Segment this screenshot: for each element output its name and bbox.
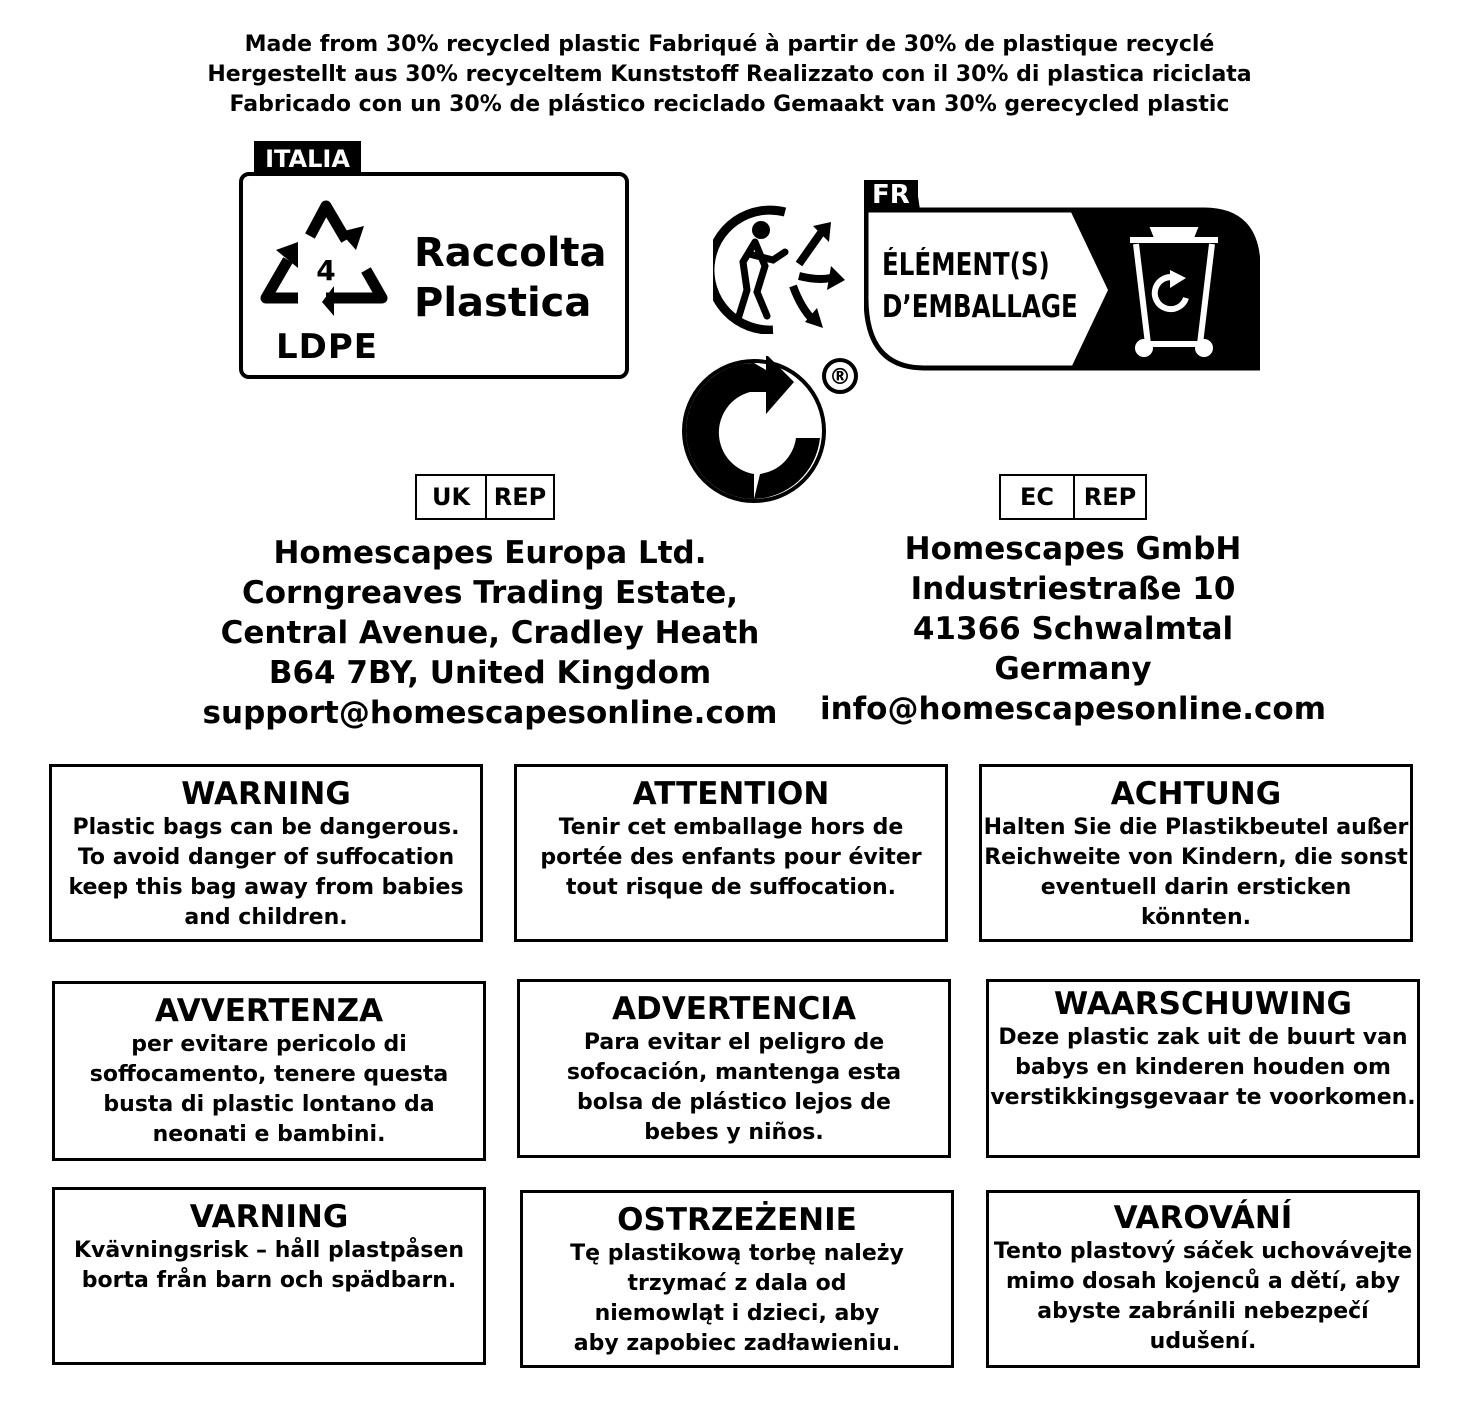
resin-code: 4 [316, 254, 336, 287]
warning-title: ACHTUNG [1110, 776, 1282, 812]
italia-line-2: Plastica [414, 280, 592, 326]
uk-rep-badge-right: REP [485, 476, 553, 518]
warning-body: Halten Sie die Plastikbeutel außer Reichweite von Kindern, die sonst eventuell darin ersticken könnten. [983, 815, 1409, 930]
registered-mark-text: ® [829, 365, 851, 390]
warning-body: Tenir cet emballage hors de portée des enfants pour éviter tout risque de suffocation. [540, 815, 922, 900]
warning-body: Kvävningsrisk – håll plastpåsen borta från barn och spädbarn. [74, 1238, 464, 1293]
warning-body: Tę plastikową torbę należy trzymać z dala od niemowląt i dzieci, aby aby zapobiec zadławieniu. [570, 1241, 904, 1356]
fr-tab: FR [872, 180, 910, 210]
uk-rep-line: Central Avenue, Cradley Heath [220, 615, 760, 651]
warning-title: OSTRZEŻENIE [617, 1202, 857, 1238]
warning-body: per evitare pericolo di soffocamento, tenere questa busta di plastic lontano da neonati e bambini. [89, 1032, 449, 1147]
italia-tab: ITALIA [254, 141, 361, 175]
ec-rep-line: 41366 Schwalmtal [912, 611, 1234, 647]
ec-rep-email: info@homescapesonline.com [819, 691, 1327, 727]
warning-box-french [514, 764, 948, 942]
warning-body: Para evitar el peligro de sofocación, mantenga esta bolsa de plástico lejos de bebes y niños. [566, 1030, 902, 1145]
warning-title: ATTENTION [632, 776, 830, 812]
header-line-1: Made from 30% recycled plastic Fabriqué à partir de 30% de plastique recyclé [244, 32, 1215, 57]
warning-box-spanish [517, 979, 951, 1158]
green-dot-icon [680, 356, 830, 506]
material-code: LDPE [276, 327, 379, 367]
uk-rep-line: B64 7BY, United Kingdom [268, 655, 712, 691]
ec-rep-line: Industriestraße 10 [910, 571, 1236, 607]
uk-rep-address [190, 533, 790, 733]
warning-box-dutch [986, 979, 1420, 1158]
triman-icon [713, 204, 849, 334]
ec-rep-line: Germany [994, 651, 1152, 687]
warning-box-english [49, 764, 483, 942]
header-line-2: Hergestellt aus 30% recyceltem Kunststoff Realizzato con il 30% di plastica riciclata [207, 62, 1252, 87]
uk-rep-line: Homescapes Europa Ltd. [273, 535, 707, 571]
ec-rep-line: Homescapes GmbH [904, 531, 1242, 567]
ec-rep-badge [999, 474, 1147, 520]
warning-title: AVVERTENZA [154, 993, 384, 1029]
warning-title: ADVERTENCIA [612, 991, 856, 1027]
warning-box-czech [986, 1190, 1420, 1368]
italia-line-1: Raccolta [414, 230, 607, 276]
registered-trademark-icon [820, 356, 860, 396]
warning-title: WARNING [181, 776, 351, 812]
uk-rep-badge [415, 474, 555, 520]
warning-body: Deze plastic zak uit de buurt van babys en kinderen houden om verstikkingsgevaar te voorkomen. [990, 1025, 1416, 1110]
warning-box-swedish [52, 1187, 486, 1365]
fr-line-1: ÉLÉMENT(S) [882, 247, 1050, 283]
warning-title: VAROVÁNÍ [1113, 1200, 1293, 1236]
warning-box-italian [52, 981, 486, 1161]
uk-rep-line: Corngreaves Trading Estate, [241, 575, 739, 611]
warning-box-polish [520, 1190, 954, 1368]
uk-rep-email: support@homescapesonline.com [202, 695, 778, 731]
warning-title: WAARSCHUWING [1054, 986, 1352, 1022]
header-line-3: Fabricado con un 30% de plástico reciclado Gemaakt van 30% gerecycled plastic [229, 92, 1230, 117]
recycling-triangle-icon [252, 188, 400, 326]
warning-body: Tento plastový sáček uchovávejte mimo dosah kojenců a dětí, aby abyste zabránili nebezpečí udušení. [993, 1239, 1413, 1354]
fr-packaging-text [882, 244, 1078, 328]
ec-rep-badge-right: REP [1073, 476, 1145, 518]
warning-body: Plastic bags can be dangerous. To avoid danger of suffocation keep this bag away from babies and children. [68, 815, 464, 930]
uk-rep-badge-left: UK [431, 483, 471, 511]
fr-line-2: D’EMBALLAGE [882, 289, 1078, 325]
warning-box-german [979, 764, 1413, 942]
italia-disposal-text [414, 228, 607, 328]
recycled-content-statement [0, 30, 1459, 120]
ec-rep-badge-left: EC [1019, 483, 1054, 511]
warning-title: VARNING [189, 1199, 349, 1235]
ec-rep-address [773, 529, 1373, 729]
